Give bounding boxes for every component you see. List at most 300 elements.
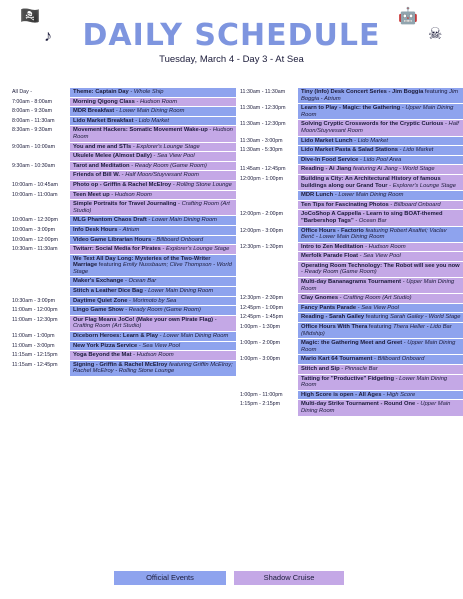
event-location: Ocean Bar <box>128 278 157 285</box>
event-title: We Text All Day Long: Mysteries of the Two-Writer Marriage <box>73 255 211 269</box>
event-title: Operating Room Technology: The Robot will see you now <box>301 262 460 269</box>
schedule-column-right <box>240 88 463 417</box>
event-location: Rolling Stone Lounge <box>176 181 232 188</box>
schedule-row <box>12 236 236 245</box>
event-title: Mario Kart 64 Tournament <box>301 356 373 363</box>
event-separator: - <box>339 366 345 372</box>
event-time: 11:00am - 1:00pm <box>12 333 55 340</box>
event-time: 1:15pm - 2:15pm <box>240 401 281 408</box>
event-location: Billboard Onboard <box>156 236 204 243</box>
event-title: You and me and STIs <box>73 143 132 150</box>
event-title: Learn to Play - Magic: the Gathering <box>301 105 401 112</box>
event-location: Ready Room (Game Room) <box>128 307 201 314</box>
schedule-row <box>240 137 463 146</box>
event-separator: - <box>131 143 137 150</box>
schedule-row <box>12 297 236 306</box>
schedule-row <box>240 391 463 400</box>
event-location: Whole Ship <box>133 89 164 95</box>
schedule-row <box>12 342 236 351</box>
event-time: 10:30am - 11:30am <box>12 246 58 253</box>
event-entry <box>70 277 236 286</box>
event-location: Lower Main Dining Room <box>338 192 404 199</box>
event-location: Lower Main Dining Room <box>163 333 229 340</box>
event-separator: featuring <box>367 324 394 331</box>
event-separator: - <box>393 375 400 382</box>
event-time <box>12 255 70 277</box>
event-title: Tarot and Meditation <box>73 162 130 169</box>
schedule-column-left <box>12 88 236 377</box>
event-title: Lido Market Breakfast <box>73 117 134 124</box>
event-location: Crafting Room (Art Studio) <box>73 323 142 330</box>
event-time: 11:30am - 5:30pm <box>240 147 283 154</box>
event-location: Hudson Room <box>73 127 233 140</box>
event-time <box>240 252 298 261</box>
event-separator: - <box>333 192 339 199</box>
event-title: Multi-day Bananagrams Tournament <box>301 279 402 286</box>
event-entry <box>298 201 463 210</box>
event-separator: - <box>142 288 149 295</box>
event-entry <box>298 88 463 103</box>
event-separator: - <box>301 269 305 276</box>
event-location: Upper Main Dining Room <box>301 340 456 353</box>
event-time: 9:00am - 10:00am <box>12 143 55 150</box>
event-separator: - <box>363 243 369 250</box>
event-entry <box>70 351 236 360</box>
event-location: Sea View Pool <box>361 304 399 311</box>
event-separator: - <box>123 307 129 314</box>
event-title: Magic: the Gathering Meet and Greet <box>301 340 403 347</box>
event-title: Solving Cryptic Crosswords for the Cryptic Curious <box>301 121 444 128</box>
schedule-row <box>240 146 463 155</box>
event-time: 1:00pm - 2:00pm <box>240 340 281 347</box>
event-separator: - <box>120 172 126 179</box>
event-entry <box>70 297 236 306</box>
event-time: 1:00pm - 1:30pm <box>240 324 281 331</box>
event-entry <box>70 191 236 200</box>
event-details: Jim Boggia - Atrium <box>301 89 459 102</box>
event-entry <box>70 245 236 254</box>
event-title: Stitch a Leather Dice Bag <box>73 288 143 295</box>
event-time: 1:00pm - 3:00pm <box>240 356 281 363</box>
event-title: Morning Qigong Class <box>73 98 135 105</box>
schedule-row <box>240 304 463 313</box>
schedule-row <box>240 165 463 174</box>
event-location: Hudson Room <box>140 98 178 105</box>
schedule-row <box>12 200 236 215</box>
event-separator: - <box>358 156 364 163</box>
schedule-row <box>240 323 463 338</box>
event-details: Thera Heller - Lido Bar (Midship) <box>301 324 452 337</box>
event-title: High Score is open - All Ages <box>301 391 382 398</box>
event-separator: featuring <box>97 262 123 269</box>
schedule-row <box>240 400 463 415</box>
event-time <box>12 171 70 180</box>
event-time: 12:30pm - 1:30pm <box>240 243 283 250</box>
event-time: 12:00pm - 2:00pm <box>240 211 283 218</box>
schedule-row <box>12 277 236 286</box>
event-entry <box>298 175 463 190</box>
event-location: Half Moon/Stuyvesant Room <box>301 121 459 134</box>
schedule-row <box>12 287 236 296</box>
event-location: Lower Main Dining Room <box>151 217 218 224</box>
event-time: 10:00am - 3:00pm <box>12 226 55 233</box>
page-subtitle: Tuesday, March 4 - Day 3 - At Sea <box>159 54 304 65</box>
event-title: Clay Gnomes <box>301 295 339 302</box>
event-separator: - <box>213 316 217 323</box>
event-separator: - <box>372 356 378 363</box>
event-title: Building a City: An Architectural History of famous buildings along our Grand Tour <box>301 175 441 189</box>
event-entry <box>298 165 463 174</box>
event-location: Lido Pool Area <box>363 156 402 163</box>
event-separator: - <box>160 246 166 253</box>
event-separator: - <box>134 98 140 105</box>
event-time: 12:30pm - 2:30pm <box>240 295 283 302</box>
event-time <box>240 278 298 293</box>
pirate-character-icon: 🏴‍☠️ <box>20 8 40 25</box>
event-title: Stitch and Sip <box>301 366 340 372</box>
music-note-icon: ♪ <box>44 28 52 45</box>
event-title: Lingo Game Show <box>73 307 124 314</box>
event-title: Yoga Beyond the Mat <box>73 352 132 359</box>
event-separator: featuring <box>364 314 390 321</box>
event-separator: - <box>353 217 359 224</box>
event-title: Friends of Bill W. <box>73 172 121 179</box>
schedule-row <box>240 313 463 322</box>
event-entry <box>298 156 463 165</box>
event-entry <box>70 287 236 296</box>
schedule-row <box>12 351 236 360</box>
event-time: 11:00am - 12:30pm <box>12 316 58 323</box>
event-separator: - <box>400 105 406 112</box>
event-entry <box>70 216 236 225</box>
event-time: 8:00am - 11:30am <box>12 117 55 124</box>
event-details: featuring Griffin McElroy; Rachel McElroy - Rolling Stone Lounge <box>73 361 233 375</box>
event-location: Lido Market <box>138 117 170 124</box>
event-separator: - <box>129 162 135 169</box>
event-entry <box>70 316 236 331</box>
event-location: Lido Market <box>403 147 434 154</box>
schedule-row <box>12 245 236 254</box>
event-location: Sea View Pool <box>142 342 180 349</box>
event-location: Lower Main Dining Room <box>301 375 448 389</box>
schedule-row <box>12 332 236 341</box>
event-entry <box>70 236 236 245</box>
schedule-row <box>12 316 236 331</box>
event-location: Atrium <box>122 226 140 233</box>
event-entry <box>298 355 463 364</box>
schedule-row <box>12 255 236 277</box>
event-title: Simple Portraits for Travel Journaling <box>73 201 177 208</box>
event-entry <box>70 200 236 215</box>
event-title: JoCoShop A Cappella - Learn to sing BOAT-themed "Barbershop Tags" <box>301 211 443 224</box>
event-entry <box>298 146 463 155</box>
event-location: Upper Main Dining Room <box>301 401 451 414</box>
event-location: Lido Market <box>357 137 388 144</box>
event-entry <box>70 342 236 351</box>
event-time: 11:45am - 12:45pm <box>240 166 286 173</box>
event-location: Explorer's Lounge Stage <box>392 182 456 189</box>
event-separator: - <box>117 226 123 233</box>
event-location: Billboard Onboard <box>393 201 441 208</box>
event-separator: - <box>109 191 115 198</box>
event-time: 10:00am - 12:00pm <box>12 236 58 243</box>
event-location: Explorer's Lounge Stage <box>166 246 230 253</box>
event-time: 9:30am - 10:30am <box>12 162 55 169</box>
event-entry <box>298 210 463 225</box>
event-separator: - <box>352 137 358 144</box>
schedule-row <box>240 201 463 210</box>
event-time <box>240 201 298 210</box>
schedule-row <box>240 278 463 293</box>
event-location: Lower Main Dining Room <box>119 108 185 115</box>
event-location: High Score <box>386 391 416 398</box>
event-location: Billboard Onboard <box>377 356 425 363</box>
schedule-row <box>240 294 463 303</box>
schedule-row <box>12 98 236 107</box>
event-separator: - <box>415 401 421 408</box>
schedule-row <box>12 107 236 116</box>
event-separator: - <box>123 278 129 285</box>
schedule-row <box>12 181 236 190</box>
schedule-row <box>12 306 236 315</box>
event-separator: - <box>176 201 182 208</box>
event-time: 11:30am - 12:30pm <box>240 105 286 112</box>
event-time <box>12 277 70 286</box>
event-time: 11:30am - 3:00pm <box>240 137 283 144</box>
event-title: Multi-day Strike Tournament - Round One <box>301 401 416 408</box>
event-entry <box>70 226 236 235</box>
event-separator: - <box>401 279 407 286</box>
event-entry <box>70 88 236 97</box>
event-time: 11:15am - 12:45pm <box>12 361 58 368</box>
event-entry <box>298 120 463 135</box>
event-time: All Day - <box>12 89 33 95</box>
event-entry <box>70 117 236 126</box>
event-separator: - <box>158 333 164 340</box>
event-entry <box>298 323 463 338</box>
page-title: DAILY SCHEDULE <box>82 18 381 53</box>
event-separator: - <box>388 201 394 208</box>
event-location: Sea View Pool <box>157 153 195 160</box>
event-entry <box>298 313 463 322</box>
event-entry <box>298 339 463 354</box>
event-time: 8:30am - 9:30am <box>12 127 53 134</box>
schedule-row <box>12 361 236 376</box>
event-time: 10:30am - 3:00pm <box>12 297 55 304</box>
event-title: Ten Tips for Fascinating Photos <box>301 201 389 208</box>
event-entry <box>298 191 463 200</box>
schedule-row <box>12 171 236 180</box>
schedule-row <box>12 152 236 161</box>
event-title: Signing - Griffin & Rachel McElroy <box>73 361 168 368</box>
event-title: Ukulele Melee (Almost Daily) <box>73 153 152 160</box>
event-title: Lido Market Pasta & Salad Stations <box>301 147 398 154</box>
schedule-row <box>12 216 236 225</box>
event-title: MLG Phantom Chaos Draft <box>73 217 147 224</box>
schedule-row <box>240 175 463 190</box>
event-details: Emily Nussbaum; Clive Thompson - World Stage <box>73 262 232 275</box>
event-title: Twitarr: Social Media for Pirates <box>73 246 161 253</box>
event-location: Pinnacle Bar <box>344 366 378 372</box>
schedule-row <box>12 226 236 235</box>
schedule-row <box>240 365 463 374</box>
event-time: 12:45pm - 1:00pm <box>240 304 283 311</box>
event-title: Daytime Quiet Zone <box>73 297 128 304</box>
event-location: Sea View Pool <box>363 253 401 260</box>
event-entry <box>70 255 236 277</box>
event-entry <box>298 104 463 119</box>
event-separator: - <box>443 121 449 128</box>
event-time: 12:00pm - 1:00pm <box>240 175 283 182</box>
event-entry <box>298 375 463 390</box>
schedule-row <box>240 120 463 135</box>
event-separator: - <box>151 153 158 160</box>
event-title: Maker's Exchange <box>73 278 124 285</box>
event-location: Morimoto by Sea <box>132 297 177 304</box>
event-time <box>240 365 298 374</box>
event-entry <box>70 361 236 376</box>
event-location: Upper Main Dining Room <box>301 279 455 292</box>
event-entry <box>298 227 463 242</box>
event-separator: - <box>146 217 152 224</box>
event-title: Teen Meet up <box>73 191 110 198</box>
event-time: 11:00am - 12:00pm <box>12 307 58 314</box>
event-separator: - <box>338 295 344 302</box>
schedule-row <box>240 191 463 200</box>
schedule-row <box>240 243 463 252</box>
event-entry <box>298 278 463 293</box>
event-time <box>12 200 70 215</box>
event-location: Ocean Bar <box>358 217 387 224</box>
schedule-row <box>12 88 236 97</box>
legend-shadow-cruise: Shadow Cruise <box>234 571 344 585</box>
event-title: MDR Lunch <box>301 192 334 199</box>
event-time <box>240 375 298 390</box>
event-time: 7:00am - 8:00am <box>12 98 53 105</box>
event-separator: - <box>137 342 143 349</box>
schedule-row <box>240 375 463 390</box>
event-details: featuring Robert Asaftei; Vaclav Benč - Lower Main Dining Room <box>301 227 447 241</box>
event-location: Hudson Room <box>114 191 152 198</box>
schedule-row <box>240 227 463 242</box>
event-time: 12:00pm - 3:00pm <box>240 227 283 234</box>
event-separator: - <box>381 391 387 398</box>
schedule-row <box>240 156 463 165</box>
event-separator: - <box>397 147 404 154</box>
event-title: Video Game Librarian Hours <box>73 236 152 243</box>
event-time: 11:00am - 3:00pm <box>12 342 55 349</box>
event-separator: - <box>358 253 364 260</box>
event-entry <box>70 143 236 152</box>
event-title: Movement Hackers: Somatic Movement Wake-up <box>73 127 208 134</box>
event-location: Explorer's Lounge Stage <box>136 143 200 150</box>
event-title: Intro to Zen Meditation <box>301 243 364 250</box>
event-title: Diceborn Heroes: Learn & Play <box>73 333 159 340</box>
schedule-row <box>12 162 236 171</box>
schedule-row <box>240 339 463 354</box>
event-entry <box>70 181 236 190</box>
event-time <box>12 152 70 161</box>
event-title: Info Desk Hours <box>73 226 118 233</box>
event-title: MDR Breakfast <box>73 108 115 115</box>
event-time: 11:15am - 12:15pm <box>12 352 58 359</box>
event-location: Half Moon/Stuyvesant Room <box>125 172 199 179</box>
event-title: Reading - Ai Jiang <box>301 166 352 173</box>
event-location: Ready Room (Game Room) <box>134 162 207 169</box>
event-time: 1:00pm - 11:00pm <box>240 391 283 398</box>
schedule-row <box>240 88 463 103</box>
event-title: Tatting for "Productive" Fidgeting <box>301 375 394 382</box>
legend-official-events: Official Events <box>114 571 226 585</box>
schedule-row <box>240 252 463 261</box>
event-title: Merfolk Parade Float <box>301 253 359 260</box>
schedule-row <box>240 210 463 225</box>
event-separator: - <box>387 182 393 189</box>
event-title: Tiny (Info) Desk Concert Series - Jim Boggia <box>301 89 424 95</box>
skull-icon: ☠ <box>428 26 443 43</box>
event-location: Upper Main Dining Room <box>301 105 454 118</box>
event-time <box>240 262 298 277</box>
event-time: 10:00am - 12:30pm <box>12 217 58 224</box>
event-separator: - <box>127 297 133 304</box>
event-title: New York Pizza Service <box>73 342 138 349</box>
event-entry <box>298 262 463 277</box>
event-location: Crafting Room (Art Studio) <box>73 201 230 214</box>
event-entry <box>70 162 236 171</box>
event-entry <box>298 137 463 146</box>
event-time: 8:00am - 9:30am <box>12 108 53 115</box>
event-separator: - <box>171 181 177 188</box>
event-separator: - <box>402 340 408 347</box>
event-separator: - <box>133 117 139 124</box>
schedule-row <box>240 104 463 119</box>
event-entry <box>298 400 463 415</box>
schedule-row <box>240 262 463 277</box>
event-entry <box>70 171 236 180</box>
schedule-row <box>12 191 236 200</box>
event-details: Sarah Gailey - World Stage <box>389 314 461 321</box>
event-entry <box>298 294 463 303</box>
event-separator: - <box>356 304 362 311</box>
event-title: Dive-In Food Service <box>301 156 359 163</box>
event-title: Photo op - Griffin & Rachel McElroy <box>73 181 172 188</box>
event-separator: featuring <box>423 89 450 95</box>
event-location: Crafting Room (Art Studio) <box>343 295 412 302</box>
event-separator: - <box>131 352 137 359</box>
event-time <box>240 156 298 165</box>
schedule-row <box>240 355 463 364</box>
event-title: Our Flag Means JoCo! (Make your own Pirate Flag) <box>73 316 214 323</box>
event-title: Reading - Sarah Gailey <box>301 314 365 321</box>
event-location: Hudson Room <box>368 243 406 250</box>
event-entry <box>70 126 236 141</box>
event-entry <box>70 98 236 107</box>
event-entry <box>70 332 236 341</box>
event-separator: - <box>151 236 157 243</box>
robot-character-icon: 🤖 <box>398 8 418 25</box>
event-entry <box>70 107 236 116</box>
event-details: featuring Ai Jiang - World Stage <box>352 166 435 173</box>
schedule-row <box>12 117 236 126</box>
event-time: 11:30am - 12:30pm <box>240 121 286 128</box>
event-time: 12:45pm - 1:45pm <box>240 314 283 321</box>
event-time: 10:00am - 10:45am <box>12 181 58 188</box>
event-time <box>240 191 298 200</box>
event-separator: - <box>207 127 213 134</box>
event-entry <box>298 304 463 313</box>
event-title: Office Hours With Thera <box>301 324 368 331</box>
event-entry <box>70 152 236 161</box>
